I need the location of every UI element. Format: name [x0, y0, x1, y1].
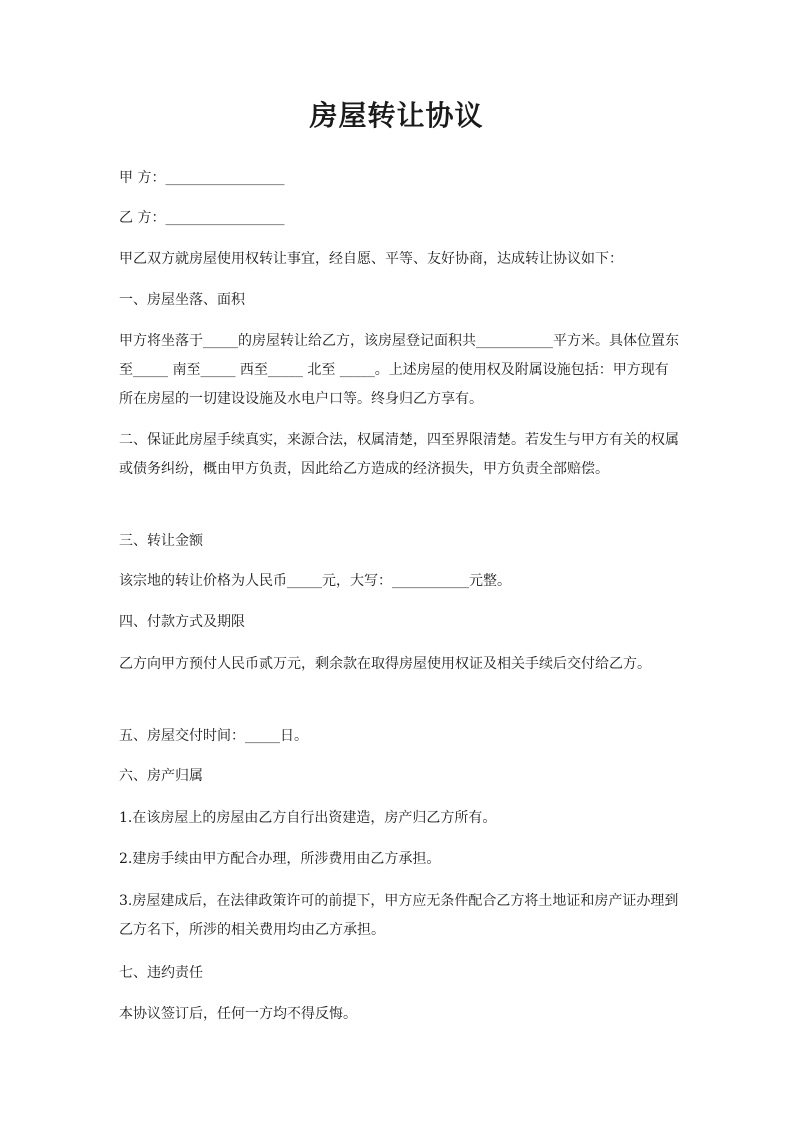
- party-b-line: 乙 方：_________________: [119, 210, 285, 226]
- section-4-heading: 四、付款方式及期限: [119, 614, 245, 630]
- section-2-body: 二、保证此房屋手续真实，来源合法，权属清楚，四至界限清楚。若发生与甲方有关的权属或债务纠纷，概由甲方负责，因此给乙方造成的经济损失，甲方负责全部赔偿。: [119, 432, 679, 477]
- intro-paragraph: 甲乙双方就房屋使用权转让事宜，经自愿、平等、友好协商，达成转让协议如下：: [119, 251, 623, 267]
- section-1-heading: 一、房屋坐落、面积: [119, 292, 245, 308]
- section-4-body: 乙方向甲方预付人民币贰万元，剩余款在取得房屋使用权证及相关手续后交付给乙方。: [119, 656, 651, 672]
- section-1-body: 甲方将坐落于_____的房屋转让给乙方，该房屋登记面积共___________平方米。具体位置东至_____ 南至_____ 西至_____ 北至 _____。上述房屋的使用权及附属设施包括：甲方现有所在房屋的一切建设设施及水电户口等。终身归乙方享有。: [119, 333, 679, 407]
- section-6-heading: 六、房产归属: [119, 768, 203, 784]
- party-a-line: 甲 方：_________________: [119, 170, 285, 186]
- section-6-item-1: 1.在该房屋上的房屋由乙方自行出资建造，房产归乙方所有。: [119, 810, 497, 826]
- section-6-item-3: 3.房屋建成后，在法律政策许可的前提下，甲方应无条件配合乙方将土地证和房产证办理到乙方名下，所涉的相关费用均由乙方承担。: [119, 893, 679, 938]
- document-title: 房屋转让协议: [309, 99, 484, 132]
- section-6-item-2: 2.建房手续由甲方配合办理，所涉费用由乙方承担。: [119, 851, 441, 867]
- section-3-body: 该宗地的转让价格为人民币_____元，大写：___________元整。: [119, 573, 511, 589]
- section-3-heading: 三、转让金额: [119, 533, 203, 549]
- section-7-body: 本协议签订后，任何一方均不得反悔。: [119, 1006, 357, 1022]
- section-5-line: 五、房屋交付时间：_____日。: [119, 728, 308, 744]
- section-7-heading: 七、违约责任: [119, 965, 203, 981]
